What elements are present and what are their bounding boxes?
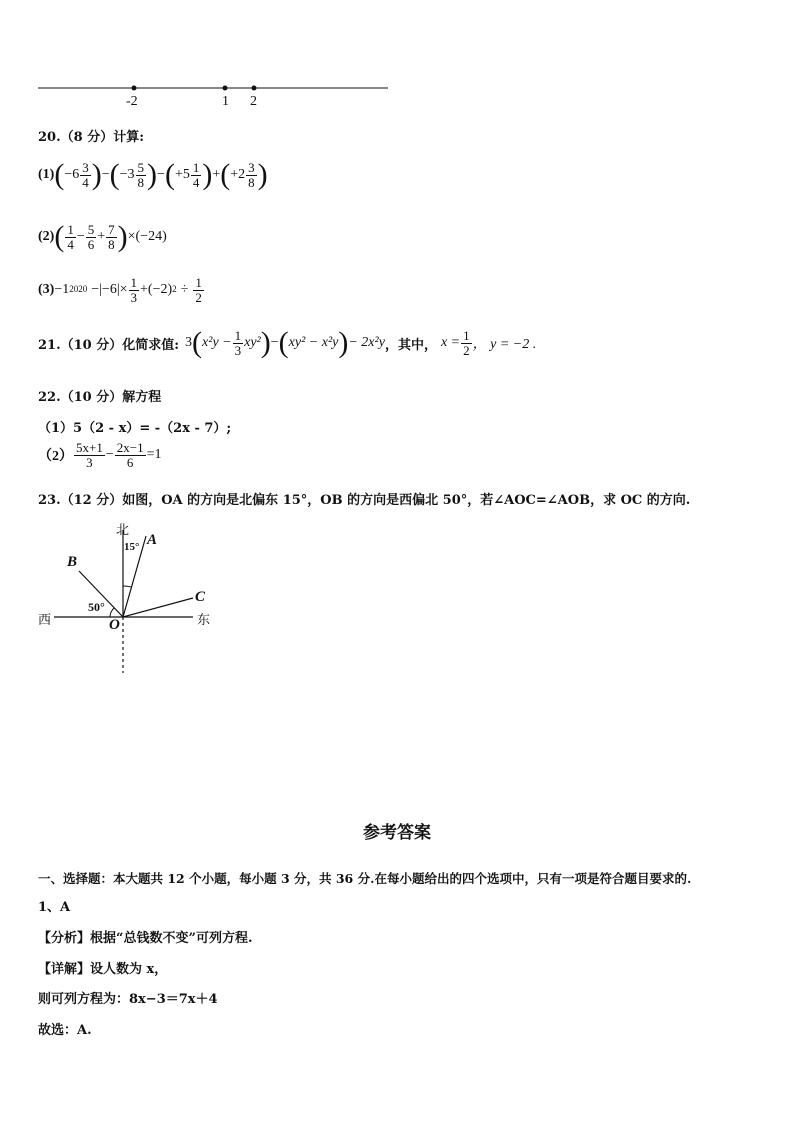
q20-part3: (3) −1 2020 −|−6|× $\frac{1}{3}$ +(−2) 2 ÷ $\frac{1}{2}$	[38, 275, 202, 305]
q22-part2: （2） $\frac{5x+1}{3}$ − $\frac{2x-1}{6}$ =1	[38, 440, 162, 470]
fig-west-label: 西	[38, 613, 52, 628]
fig-point-b: B	[67, 554, 78, 570]
answers-section1: 一、选择题：本大题共 12 个小题，每小题 3 分，共 36 分.在每小题给出的四个选项中，只有一项是符合题目要求的.	[38, 871, 692, 886]
fig-point-a: A	[147, 532, 158, 548]
fig-point-c: C	[195, 589, 206, 605]
answer-equation: 则可列方程为：8x−3＝7x＋4	[38, 992, 218, 1007]
q20-part1-label: (1)	[38, 167, 55, 182]
q23-header: 23.（12 分）如图，OA 的方向是北偏东 15°，OB 的方向是西偏北 50°，若∠AOC=∠AOB，求 OC 的方向.	[38, 493, 691, 508]
number-line-point	[223, 86, 228, 91]
q22-part2-label: （2）	[38, 449, 73, 465]
fig-angle-50: 50°	[88, 600, 105, 614]
fig-angle-15: 15°	[124, 541, 140, 553]
q20-header: 20.（8 分）计算:	[38, 130, 144, 145]
fig-point-o: O	[109, 617, 120, 633]
number-line-tick: -2	[126, 94, 138, 109]
q20-part1: (1) ( −6 $\frac{3}{4}$ ) − ( −3 $\frac{5}{8}$ ) − ( +5 $\frac{1}{4}$ ) + ( +2 $\frac{3}{8}$ )	[38, 158, 268, 191]
number-line	[36, 80, 396, 110]
fig-north-label: 北	[116, 523, 130, 538]
q20-part2-label: (2)	[38, 229, 55, 244]
q21: 21.（10 分）化简求值: 3 ( x²y − $\frac{1}{3}$ xy² ) − ( xy² − x²y ) − 2x²y ，其中， x = $\frac{1}{2}$ ， y = −2 .	[38, 326, 537, 359]
answer-item-1: 1、A	[38, 900, 71, 915]
number-line-point	[132, 86, 137, 91]
number-line-tick: 2	[250, 94, 257, 109]
q21-header: 21.（10 分）化简求值:	[38, 337, 180, 353]
answers-title: 参考答案	[363, 823, 431, 843]
q22-part1: （1）5（2 - x）= -（2x - 7）;	[38, 421, 232, 436]
q20-part2: (2) ( $\frac{1}{4}$ − $\frac{5}{6}$ + $\frac{7}{8}$ ) ×(−24)	[38, 220, 167, 253]
q20-part3-label: (3)	[38, 282, 55, 298]
fig-east-label: 东	[197, 613, 211, 628]
answer-analysis: 【分析】根据“总钱数不变”可列方程.	[38, 931, 253, 946]
answer-detail: 【详解】设人数为 x，	[38, 962, 168, 977]
number-line-point	[252, 86, 257, 91]
answer-choice: 故选：A.	[38, 1023, 92, 1038]
number-line-tick: 1	[222, 94, 229, 109]
q22-header: 22.（10 分）解方程	[38, 390, 162, 405]
